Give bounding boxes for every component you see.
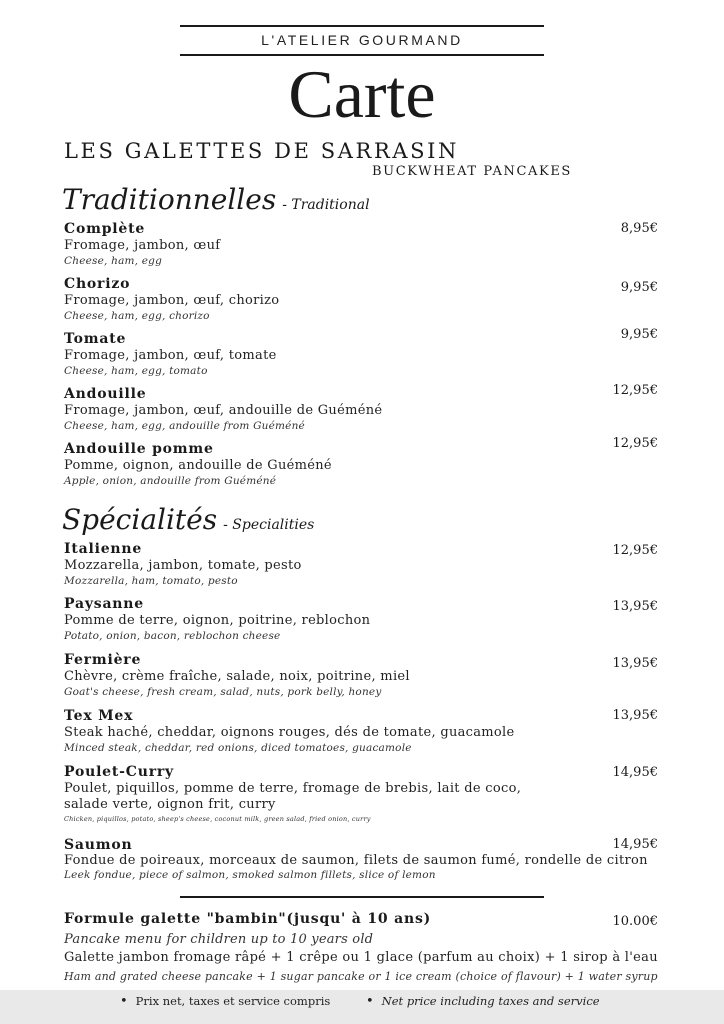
item-price: 13,95€ (612, 708, 658, 723)
item-name: Tomate (64, 331, 127, 347)
item-name: Paysanne (64, 596, 144, 612)
item-description-fr-continued: salade verte, oignon frit, curry (64, 797, 276, 812)
item-description-fr: Chèvre, crème fraîche, salade, noix, poitrine, miel (64, 669, 410, 684)
item-name: Chorizo (64, 276, 131, 292)
header-top-rule (180, 25, 544, 27)
traditional-heading-en: - Traditional (282, 197, 370, 213)
bullet-icon: • (120, 994, 128, 1009)
item-description-fr: Fromage, jambon, œuf, tomate (64, 348, 277, 363)
item-name: Complète (64, 221, 146, 237)
item-description-fr: Pomme de terre, oignon, poitrine, reblochon (64, 613, 371, 628)
traditional-heading-fr: Traditionnelles (62, 183, 277, 216)
item-price: 14,95€ (612, 837, 658, 852)
item-name: Fermière (64, 652, 142, 668)
item-description-fr: Fromage, jambon, œuf (64, 238, 221, 253)
item-description-en: Leek fondue, piece of salmon, smoked salmon fillets, slice of lemon (64, 869, 436, 881)
brand-name: L'ATELIER GOURMAND (261, 32, 463, 48)
item-price: 9,95€ (620, 327, 658, 342)
item-price: 12,95€ (612, 436, 658, 451)
item-name: Saumon (64, 837, 133, 853)
item-description-en: Cheese, ham, egg, tomato (64, 365, 208, 377)
item-description-fr: Fromage, jambon, œuf, andouille de Guéméné (64, 403, 383, 418)
item-description-en: Cheese, ham, egg (64, 255, 163, 267)
item-description-fr: Fromage, jambon, œuf, chorizo (64, 293, 280, 308)
item-description-en: Chicken, piquillos, potato, sheep's cheese, coconut milk, green salad, fried onion, curry (64, 815, 371, 823)
kids-menu-description-en: Ham and grated cheese pancake + 1 sugar pancake or 1 ice cream (choice of flavour) + 1 water syrup (64, 970, 658, 983)
section-title: LES GALETTES DE SARRASIN (64, 139, 459, 163)
footer-note-fr-text: Prix net, taxes et service compris (135, 994, 331, 1008)
item-description-fr: Pomme, oignon, andouille de Guéméné (64, 458, 332, 473)
divider (180, 896, 544, 898)
item-description-en: Minced steak, cheddar, red onions, diced tomatoes, guacamole (64, 742, 412, 754)
item-description-fr: Poulet, piquillos, pomme de terre, fromage de brebis, lait de coco, (64, 781, 522, 796)
item-name: Poulet-Curry (64, 764, 174, 780)
item-description-en: Cheese, ham, egg, chorizo (64, 310, 210, 322)
kids-menu-name: Formule galette "bambin"(jusqu' à 10 ans) (64, 911, 432, 927)
item-description-fr: Mozzarella, jambon, tomate, pesto (64, 558, 302, 573)
specialities-heading-fr: Spécialités (62, 503, 218, 536)
item-price: 12,95€ (612, 543, 658, 558)
item-price: 8,95€ (620, 221, 658, 236)
item-description-fr: Steak haché, cheddar, oignons rouges, dés de tomate, guacamole (64, 725, 515, 740)
item-name: Tex Mex (64, 708, 134, 724)
item-price: 12,95€ (612, 383, 658, 398)
item-description-en: Potato, onion, bacon, reblochon cheese (64, 630, 281, 642)
item-price: 9,95€ (620, 280, 658, 295)
item-name: Andouille (64, 386, 147, 402)
item-description-en: Goat's cheese, fresh cream, salad, nuts, pork belly, honey (64, 686, 382, 698)
kids-menu-title-en: Pancake menu for children up to 10 years old (64, 932, 374, 947)
bullet-icon: • (366, 994, 374, 1009)
section-subtitle: BUCKWHEAT PANCAKES (372, 164, 572, 179)
item-description-en: Apple, onion, andouille from Guéméné (64, 475, 277, 487)
kids-menu-price: 10.00€ (612, 914, 658, 929)
footer-note-en (366, 994, 600, 1009)
footer-bar (0, 990, 724, 1024)
specialities-heading (62, 503, 314, 536)
item-price: 13,95€ (612, 599, 658, 614)
traditional-heading (62, 183, 370, 216)
footer-note-fr (120, 994, 330, 1009)
specialities-heading-en: - Specialities (223, 517, 315, 533)
item-description-en: Mozzarella, ham, tomato, pesto (64, 575, 238, 587)
item-price: 14,95€ (612, 765, 658, 780)
item-name: Italienne (64, 541, 143, 557)
footer-note-en-text: Net price including taxes and service (381, 994, 600, 1008)
item-description-en: Cheese, ham, egg, andouille from Guéméné (64, 420, 305, 432)
page-title: Carte (288, 56, 436, 132)
item-description-fr: Fondue de poireaux, morceaux de saumon, filets de saumon fumé, rondelle de citron (64, 853, 648, 868)
item-name: Andouille pomme (64, 441, 214, 457)
kids-menu-description-fr: Galette jambon fromage râpé + 1 crêpe ou 1 glace (parfum au choix) + 1 sirop à l'eau (64, 950, 658, 965)
item-price: 13,95€ (612, 656, 658, 671)
